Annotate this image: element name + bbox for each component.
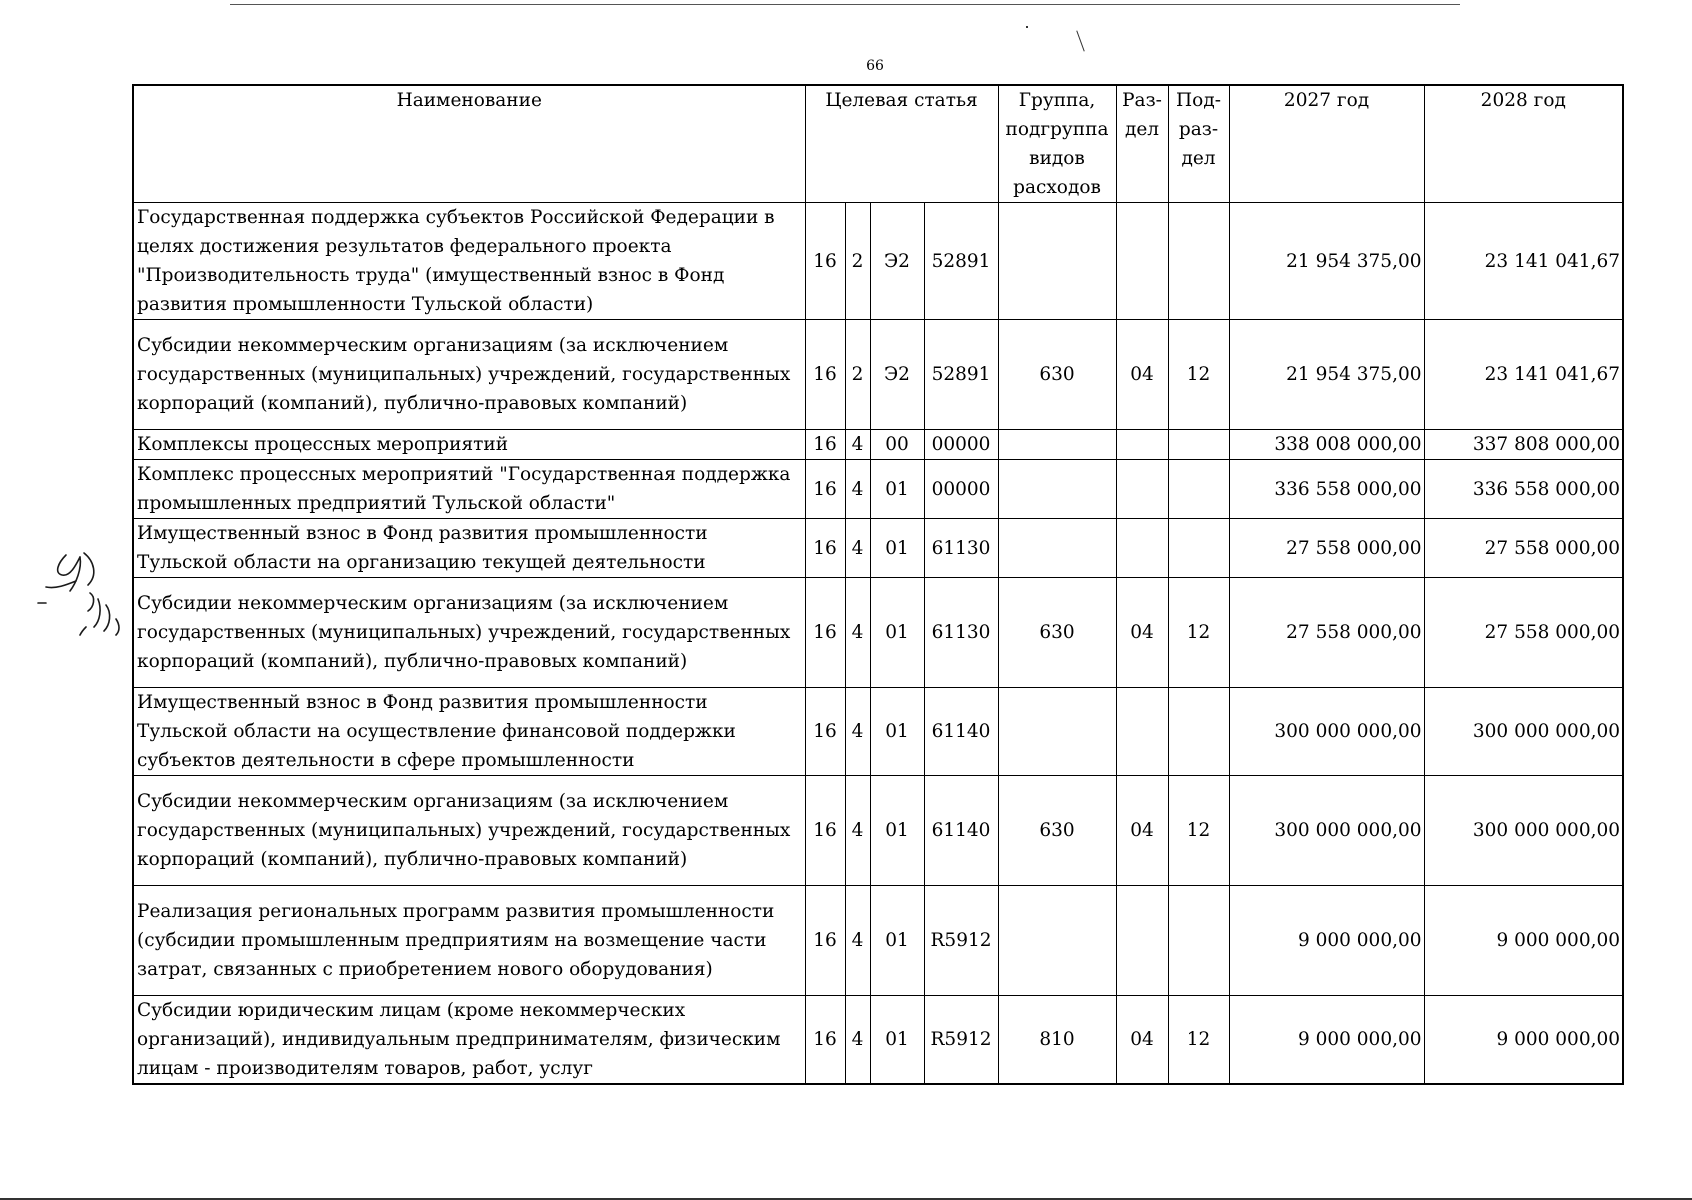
row-code-program: 16 (805, 578, 845, 688)
row-amount-2027: 336 558 000,00 (1229, 460, 1424, 519)
row-code-project: 01 (870, 578, 924, 688)
row-code-subprogram: 4 (845, 688, 870, 776)
row-code-program: 16 (805, 519, 845, 578)
row-subsection: 12 (1168, 996, 1229, 1085)
row-code-direction: 52891 (924, 320, 998, 430)
header-subsection: Под-раз-дел (1168, 85, 1229, 203)
scan-speck (1026, 26, 1028, 28)
row-code-program: 16 (805, 886, 845, 996)
row-name: Имущественный взнос в Фонд развития промышленности Тульской области на организацию текущей деятельности (133, 519, 805, 578)
row-amount-2027: 300 000 000,00 (1229, 688, 1424, 776)
row-amount-2027: 27 558 000,00 (1229, 519, 1424, 578)
budget-table (132, 84, 1624, 1085)
row-expense-group (998, 519, 1116, 578)
row-name: Комплекс процессных мероприятий "Государственная поддержка промышленных предприятий Тульской области" (133, 460, 805, 519)
row-name: Реализация региональных программ развития промышленности (субсидии промышленным предприятиям на возмещение части затрат, связанных с приобретением нового оборудования) (133, 886, 805, 996)
row-amount-2028: 27 558 000,00 (1424, 578, 1623, 688)
table-row (133, 578, 1623, 688)
row-subsection (1168, 430, 1229, 460)
row-code-direction: R5912 (924, 886, 998, 996)
row-code-program: 16 (805, 688, 845, 776)
row-code-project: 01 (870, 776, 924, 886)
row-code-subprogram: 4 (845, 519, 870, 578)
row-expense-group: 810 (998, 996, 1116, 1085)
table-row (133, 886, 1623, 996)
row-amount-2027: 338 008 000,00 (1229, 430, 1424, 460)
row-section: 04 (1116, 578, 1168, 688)
row-code-direction: 61130 (924, 519, 998, 578)
row-name: Комплексы процессных мероприятий (133, 430, 805, 460)
row-code-project: 01 (870, 519, 924, 578)
page-number: 66 (866, 58, 884, 74)
row-subsection (1168, 688, 1229, 776)
row-expense-group (998, 460, 1116, 519)
row-name: Субсидии некоммерческим организациям (за исключением государственных (муниципальных) учреждений, государственных корпораций (компаний), публично-правовых компаний) (133, 320, 805, 430)
row-expense-group (998, 688, 1116, 776)
row-code-program: 16 (805, 776, 845, 886)
row-code-project: Э2 (870, 320, 924, 430)
row-section (1116, 688, 1168, 776)
row-section (1116, 519, 1168, 578)
row-code-project: 01 (870, 688, 924, 776)
row-code-program: 16 (805, 996, 845, 1085)
row-expense-group: 630 (998, 578, 1116, 688)
table-header-row (133, 85, 1623, 203)
row-code-direction: 00000 (924, 430, 998, 460)
table-row (133, 776, 1623, 886)
table-row (133, 688, 1623, 776)
row-amount-2027: 300 000 000,00 (1229, 776, 1424, 886)
row-code-program: 16 (805, 460, 845, 519)
row-code-project: 00 (870, 430, 924, 460)
header-year-2028: 2028 год (1424, 85, 1623, 203)
row-amount-2027: 21 954 375,00 (1229, 320, 1424, 430)
row-code-direction: 00000 (924, 460, 998, 519)
row-subsection (1168, 886, 1229, 996)
row-section (1116, 430, 1168, 460)
row-amount-2028: 9 000 000,00 (1424, 886, 1623, 996)
row-subsection (1168, 519, 1229, 578)
row-code-subprogram: 4 (845, 996, 870, 1085)
table-row (133, 320, 1623, 430)
row-amount-2028: 300 000 000,00 (1424, 776, 1623, 886)
row-section: 04 (1116, 996, 1168, 1085)
header-year-2027: 2027 год (1229, 85, 1424, 203)
row-subsection: 12 (1168, 776, 1229, 886)
handwritten-initials-icon (36, 535, 131, 645)
table-row (133, 203, 1623, 320)
row-amount-2027: 9 000 000,00 (1229, 996, 1424, 1085)
row-amount-2028: 337 808 000,00 (1424, 430, 1623, 460)
row-amount-2027: 27 558 000,00 (1229, 578, 1424, 688)
budget-table-container (132, 84, 1622, 1085)
row-code-direction: R5912 (924, 996, 998, 1085)
row-amount-2028: 9 000 000,00 (1424, 996, 1623, 1085)
header-name: Наименование (133, 85, 805, 203)
row-name: Государственная поддержка субъектов Российской Федерации в целях достижения результатов федерального проекта "Производительность труда" (имущественный взнос в Фонд развития промышленности Тульской области) (133, 203, 805, 320)
scan-pen-mark (1076, 30, 1084, 51)
row-section: 04 (1116, 776, 1168, 886)
row-subsection (1168, 460, 1229, 519)
row-code-program: 16 (805, 430, 845, 460)
table-row (133, 519, 1623, 578)
row-section (1116, 886, 1168, 996)
row-expense-group: 630 (998, 776, 1116, 886)
row-expense-group: 630 (998, 320, 1116, 430)
row-subsection: 12 (1168, 320, 1229, 430)
row-section: 04 (1116, 320, 1168, 430)
row-expense-group (998, 203, 1116, 320)
row-code-direction: 61130 (924, 578, 998, 688)
row-amount-2027: 21 954 375,00 (1229, 203, 1424, 320)
row-code-subprogram: 4 (845, 776, 870, 886)
row-subsection (1168, 203, 1229, 320)
scan-edge-top (230, 4, 1460, 5)
row-section (1116, 203, 1168, 320)
row-code-direction: 61140 (924, 776, 998, 886)
row-code-direction: 61140 (924, 688, 998, 776)
row-expense-group (998, 886, 1116, 996)
row-code-subprogram: 4 (845, 460, 870, 519)
row-name: Субсидии некоммерческим организациям (за исключением государственных (муниципальных) учреждений, государственных корпораций (компаний), публично-правовых компаний) (133, 776, 805, 886)
row-code-program: 16 (805, 203, 845, 320)
row-code-subprogram: 2 (845, 320, 870, 430)
row-name: Субсидии юридическим лицам (кроме некоммерческих организаций), индивидуальным предпринимателям, физическим лицам - производителям товаров, работ, услуг (133, 996, 805, 1085)
row-code-project: 01 (870, 996, 924, 1085)
row-name: Субсидии некоммерческим организациям (за исключением государственных (муниципальных) учреждений, государственных корпораций (компаний), публично-правовых компаний) (133, 578, 805, 688)
header-expense-group: Группа, подгруппа видов расходов (998, 85, 1116, 203)
row-code-project: Э2 (870, 203, 924, 320)
row-name: Имущественный взнос в Фонд развития промышленности Тульской области на осуществление финансовой поддержки субъектов деятельности в сфере промышленности (133, 688, 805, 776)
row-code-project: 01 (870, 886, 924, 996)
row-code-subprogram: 2 (845, 203, 870, 320)
row-code-direction: 52891 (924, 203, 998, 320)
row-amount-2028: 336 558 000,00 (1424, 460, 1623, 519)
row-amount-2028: 27 558 000,00 (1424, 519, 1623, 578)
row-code-program: 16 (805, 320, 845, 430)
row-amount-2028: 23 141 041,67 (1424, 320, 1623, 430)
row-code-subprogram: 4 (845, 430, 870, 460)
row-amount-2028: 23 141 041,67 (1424, 203, 1623, 320)
row-amount-2028: 300 000 000,00 (1424, 688, 1623, 776)
table-row (133, 430, 1623, 460)
row-section (1116, 460, 1168, 519)
row-subsection: 12 (1168, 578, 1229, 688)
row-code-project: 01 (870, 460, 924, 519)
table-row (133, 460, 1623, 519)
row-code-subprogram: 4 (845, 578, 870, 688)
row-amount-2027: 9 000 000,00 (1229, 886, 1424, 996)
header-section: Раз-дел (1116, 85, 1168, 203)
table-row (133, 996, 1623, 1085)
row-code-subprogram: 4 (845, 886, 870, 996)
row-expense-group (998, 430, 1116, 460)
header-target-article: Целевая статья (805, 85, 998, 203)
